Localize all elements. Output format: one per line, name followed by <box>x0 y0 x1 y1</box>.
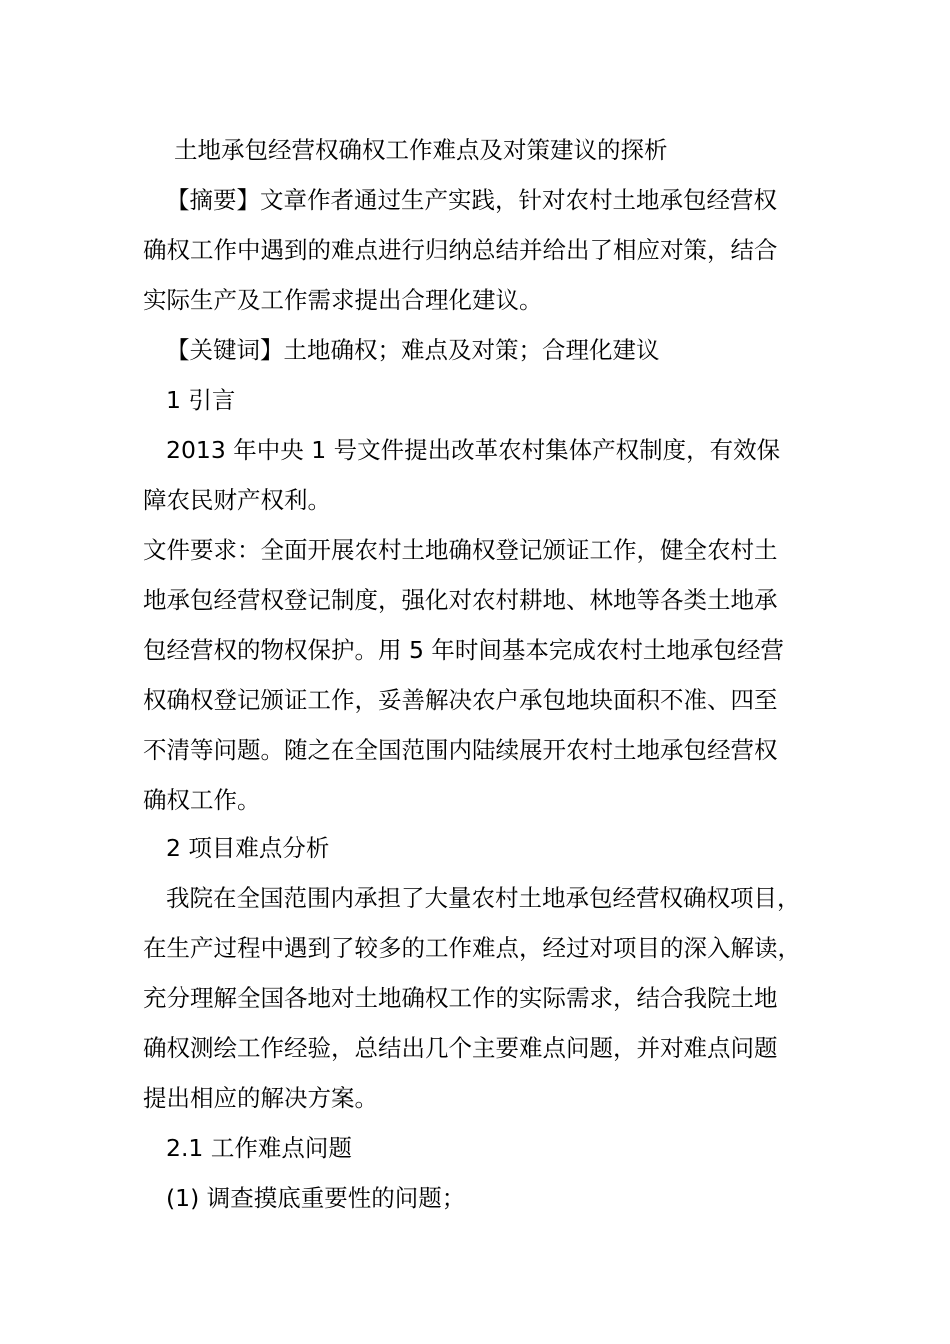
list-item: (1) 调查摸底重要性的问题； <box>166 1184 466 1212</box>
paragraph-line: 文件要求：全面开展农村土地确权登记颁证工作，健全农村土 <box>143 536 778 564</box>
abstract-line: 实际生产及工作需求提出合理化建议。 <box>143 286 543 314</box>
paragraph-line: 包经营权的物权保护。用 5 年时间基本完成农村土地承包经营 <box>143 636 784 664</box>
keywords-line: 【关键词】土地确权；难点及对策；合理化建议 <box>166 336 660 364</box>
paragraph-line: 提出相应的解决方案。 <box>143 1084 378 1112</box>
section-heading: 1 引言 <box>166 386 236 414</box>
paragraph-line: 地承包经营权登记制度，强化对农村耕地、林地等各类土地承 <box>143 586 778 614</box>
abstract-line: 【摘要】文章作者通过生产实践，针对农村土地承包经营权 <box>166 186 777 214</box>
paragraph-line: 确权测绘工作经验，总结出几个主要难点问题，并对难点问题 <box>143 1034 778 1062</box>
section-heading: 2 项目难点分析 <box>166 834 330 862</box>
paragraph-line: 充分理解全国各地对土地确权工作的实际需求，结合我院土地 <box>143 984 778 1012</box>
document-title: 土地承包经营权确权工作难点及对策建议的探析 <box>174 136 668 164</box>
paragraph-line: 障农民财产权利。 <box>143 486 331 514</box>
paragraph-line: 在生产过程中遇到了较多的工作难点，经过对项目的深入解读， <box>143 934 801 962</box>
subsection-heading: 2.1 工作难点问题 <box>166 1134 352 1162</box>
paragraph-line: 确权工作。 <box>143 786 261 814</box>
paragraph-line: 不清等问题。随之在全国范围内陆续展开农村土地承包经营权 <box>143 736 778 764</box>
abstract-line: 确权工作中遇到的难点进行归纳总结并给出了相应对策，结合 <box>143 236 778 264</box>
paragraph-line: 权确权登记颁证工作，妥善解决农户承包地块面积不准、四至 <box>143 686 778 714</box>
paragraph-line: 2013 年中央 1 号文件提出改革农村集体产权制度，有效保 <box>166 436 781 464</box>
paragraph-line: 我院在全国范围内承担了大量农村土地承包经营权确权项目， <box>166 884 801 912</box>
